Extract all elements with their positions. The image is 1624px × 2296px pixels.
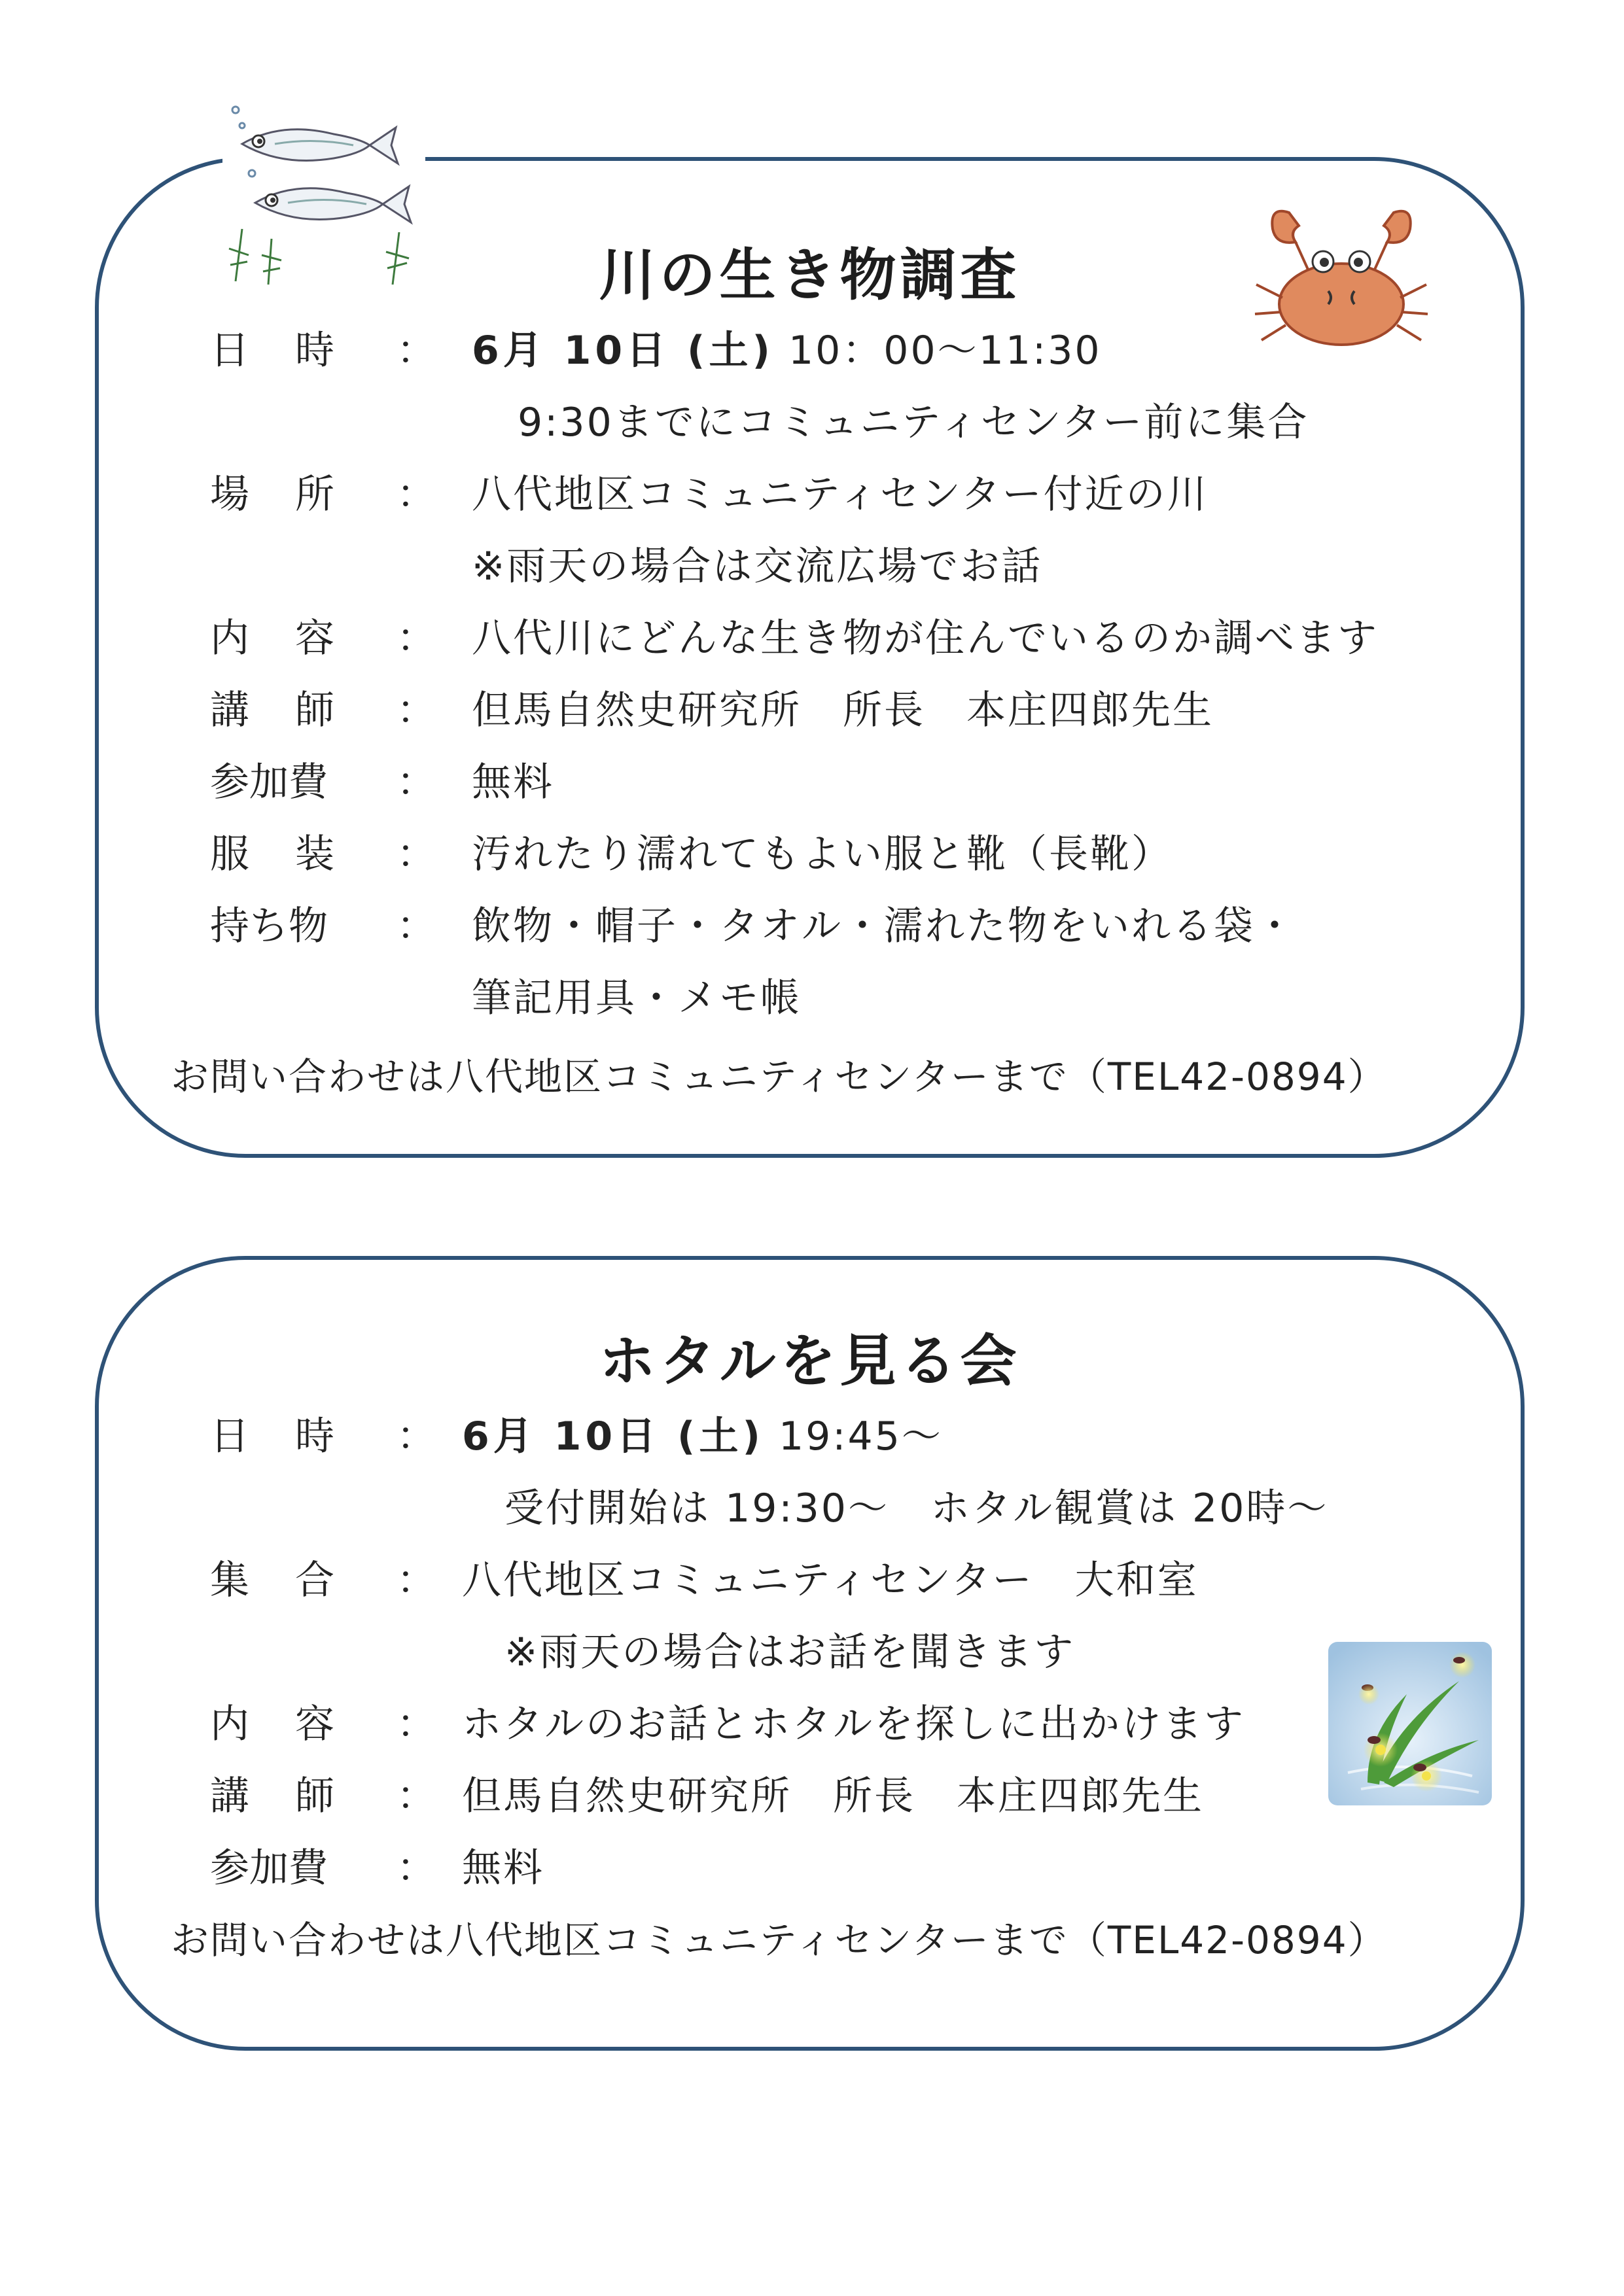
colon: ： [397,759,436,805]
label-place: 場所 [210,472,380,517]
value-gather: 八代地区コミュニティセンター 大和室 [462,1557,1199,1603]
row-gather [99,1548,1521,1613]
label-content: 内容 [210,616,380,661]
colon: ： [397,616,436,661]
event-date: 6月 10日 (土) [472,328,774,374]
label-content: 内容 [210,1701,380,1747]
value-lecturer: 但馬自然史研究所 所長 本庄四郎先生 [472,687,1214,733]
items-continued: 筆記用具・メモ帳 [472,975,802,1021]
colon: ： [397,831,436,877]
label-items: 持ち物 [210,903,328,949]
label-gather: 集合 [210,1557,380,1603]
event-time: 19:45～ [778,1414,943,1459]
row-clothing [99,822,1521,887]
colon: ： [397,472,436,517]
row-datetime [99,1404,1521,1469]
datetime-note: 受付開始は 19:30～ ホタル観賞は 20時～ [504,1486,1329,1531]
colon: ： [397,1557,436,1603]
value-datetime [472,318,1102,383]
row-lecturer [99,678,1521,743]
row-fee [99,1835,1521,1901]
label-datetime: 日時 [210,328,380,374]
event-title: 川の生き物調査 [599,243,1021,308]
row-content [99,606,1521,671]
label-lecturer: 講師 [210,687,380,733]
event-card-firefly [95,1256,1525,2051]
row-content [99,1692,1521,1757]
row-items [99,894,1521,959]
value-datetime [462,1404,943,1469]
value-fee: 無料 [462,1845,544,1891]
label-fee: 参加費 [210,759,328,805]
colon: ： [397,687,436,733]
event-title: ホタルを見る会 [599,1329,1021,1394]
colon: ： [397,1414,436,1459]
value-lecturer: 但馬自然史研究所 所長 本庄四郎先生 [462,1773,1204,1819]
value-content: ホタルのお話とホタルを探しに出かけます [462,1701,1245,1747]
row-fee [99,750,1521,815]
value-clothing: 汚れたり濡れてもよい服と靴（長靴） [472,831,1173,877]
value-items: 飲物・帽子・タオル・濡れた物をいれる袋・ [472,903,1296,949]
contact-info: お問い合わせは八代地区コミュニティセンターまで（TEL42-0894） [171,1918,1387,1962]
place-note: ※雨天の場合は交流広場でお話 [472,544,1043,589]
label-datetime: 日時 [210,1414,380,1459]
firefly-illustration [1328,1642,1492,1805]
fish-illustration [222,98,425,288]
colon: ： [397,328,436,374]
event-date: 6月 10日 (土) [462,1414,764,1459]
colon: ： [397,1845,436,1891]
value-place: 八代地区コミュニティセンター付近の川 [472,472,1209,517]
label-lecturer: 講師 [210,1773,380,1819]
label-fee: 参加費 [210,1845,328,1891]
value-fee: 無料 [472,759,554,805]
colon: ： [397,1701,436,1747]
value-content: 八代川にどんな生き物が住んでいるのか調べます [472,616,1379,661]
colon: ： [397,903,436,949]
gather-note: ※雨天の場合はお話を聞きます [504,1629,1076,1675]
event-time: 10：00～11:30 [788,328,1102,374]
crab-illustration [1250,200,1433,363]
row-place [99,462,1521,527]
datetime-note: 9:30までにコミュニティセンター前に集合 [518,400,1309,445]
label-clothing: 服装 [210,831,380,877]
row-lecturer [99,1764,1521,1829]
contact-info: お問い合わせは八代地区コミュニティセンターまで（TEL42-0894） [171,1054,1387,1099]
colon: ： [397,1773,436,1819]
